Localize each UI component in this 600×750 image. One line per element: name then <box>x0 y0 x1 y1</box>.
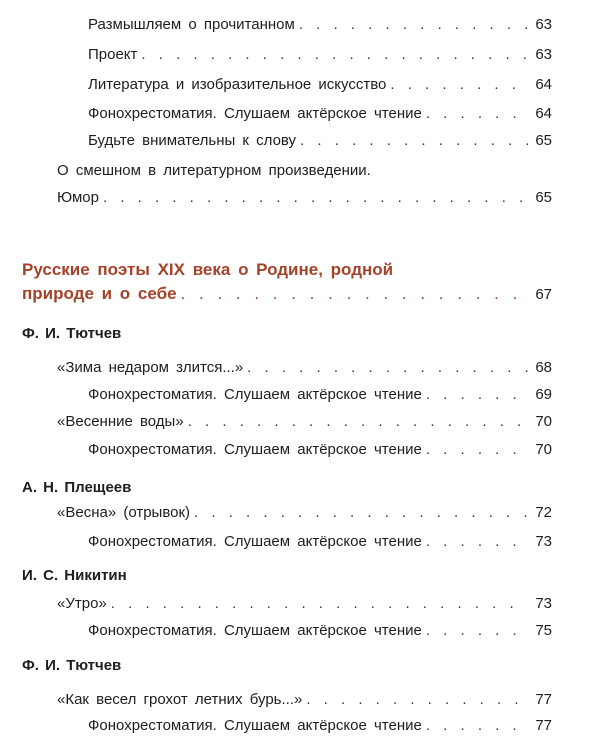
section-entry[interactable] <box>22 284 552 305</box>
dot-leader <box>426 532 528 552</box>
toc-entry-page: 73 <box>535 533 552 550</box>
author-heading: А. Н. Плещеев <box>22 479 132 496</box>
toc-entry[interactable] <box>88 104 552 124</box>
toc-entry-page: 63 <box>535 16 552 33</box>
toc-entry[interactable] <box>88 385 552 405</box>
dot-leader <box>103 188 528 208</box>
dot-leader <box>188 412 528 432</box>
dot-leader <box>299 15 528 35</box>
toc-entry[interactable] <box>88 45 552 65</box>
toc-entry-title: Фонохрестоматия. Слушаем актёрское чтение <box>88 717 422 734</box>
dot-leader <box>426 716 528 736</box>
toc-entry[interactable] <box>57 594 552 614</box>
dot-leader <box>426 621 528 641</box>
toc-entry-title: «Весна» (отрывок) <box>57 504 191 521</box>
toc-entry-title: Фонохрестоматия. Слушаем актёрское чтение <box>88 441 422 458</box>
toc-entry[interactable] <box>88 75 552 95</box>
toc-entry[interactable] <box>88 621 552 641</box>
toc-entry-title: «Зима недаром злится...» <box>57 359 244 376</box>
toc-entry-page: 70 <box>535 413 552 430</box>
dot-leader <box>300 131 528 151</box>
toc-entry[interactable] <box>88 716 552 736</box>
toc-entry[interactable] <box>57 503 552 523</box>
dot-leader <box>426 104 528 124</box>
dot-leader <box>426 385 528 405</box>
toc-entry-page: 75 <box>535 622 552 639</box>
dot-leader <box>306 690 528 710</box>
toc-entry-title: «Весенние воды» <box>57 413 184 430</box>
toc-entry[interactable] <box>57 188 552 208</box>
toc-entry-title: Фонохрестоматия. Слушаем актёрское чтение <box>88 622 422 639</box>
toc-entry-title: «Утро» <box>57 595 107 612</box>
toc-entry-page: 63 <box>535 46 552 63</box>
author-heading: Ф. И. Тютчев <box>22 657 122 674</box>
toc-entry-page: 68 <box>535 359 552 376</box>
dot-leader <box>181 284 528 304</box>
dot-leader <box>247 358 528 378</box>
toc-entry[interactable] <box>57 412 552 432</box>
toc-entry-title: Размышляем о прочитанном <box>88 16 295 33</box>
toc-entry-page: 64 <box>535 105 552 122</box>
toc-entry-page: 77 <box>535 717 552 734</box>
toc-entry[interactable] <box>88 532 552 552</box>
toc-entry[interactable] <box>57 690 552 710</box>
section-heading: Русские поэты XIX века о Родине, родной <box>22 260 394 279</box>
toc-entry-title: Литература и изобразительное искусство <box>88 76 387 93</box>
toc-entry-page: 65 <box>535 189 552 206</box>
dot-leader <box>194 503 528 523</box>
toc-entry-title: Фонохрестоматия. Слушаем актёрское чтение <box>88 533 422 550</box>
author-heading: Ф. И. Тютчев <box>22 325 122 342</box>
toc-entry[interactable] <box>88 131 552 151</box>
toc-entry-page: 73 <box>535 595 552 612</box>
toc-entry-title: Юмор <box>57 189 99 206</box>
toc-entry-page: 70 <box>535 441 552 458</box>
toc-entry-page: 69 <box>535 386 552 403</box>
toc-entry-page: 64 <box>535 76 552 93</box>
author-heading: И. С. Никитин <box>22 567 127 584</box>
toc-entry-title: Фонохрестоматия. Слушаем актёрское чтение <box>88 105 422 122</box>
toc-entry-title: Проект <box>88 46 138 63</box>
section-heading-line2: природе и о себе <box>22 284 177 303</box>
dot-leader <box>390 75 528 95</box>
toc-entry-title: Фонохрестоматия. Слушаем актёрское чтение <box>88 386 422 403</box>
toc-entry[interactable] <box>57 358 552 378</box>
toc-entry-page: 72 <box>535 504 552 521</box>
toc-entry-page: 67 <box>535 286 552 303</box>
toc-entry-title: «Как весел грохот летних бурь...» <box>57 691 303 708</box>
toc-entry-page: 65 <box>535 132 552 149</box>
toc-entry-title-line: О смешном в литературном произведении. <box>57 162 371 179</box>
toc-entry-page: 77 <box>535 691 552 708</box>
toc-entry[interactable] <box>88 440 552 460</box>
dot-leader <box>426 440 528 460</box>
dot-leader <box>111 594 528 614</box>
toc-entry-title: Будьте внимательны к слову <box>88 132 297 149</box>
dot-leader <box>141 45 528 65</box>
toc-entry[interactable] <box>88 15 552 35</box>
